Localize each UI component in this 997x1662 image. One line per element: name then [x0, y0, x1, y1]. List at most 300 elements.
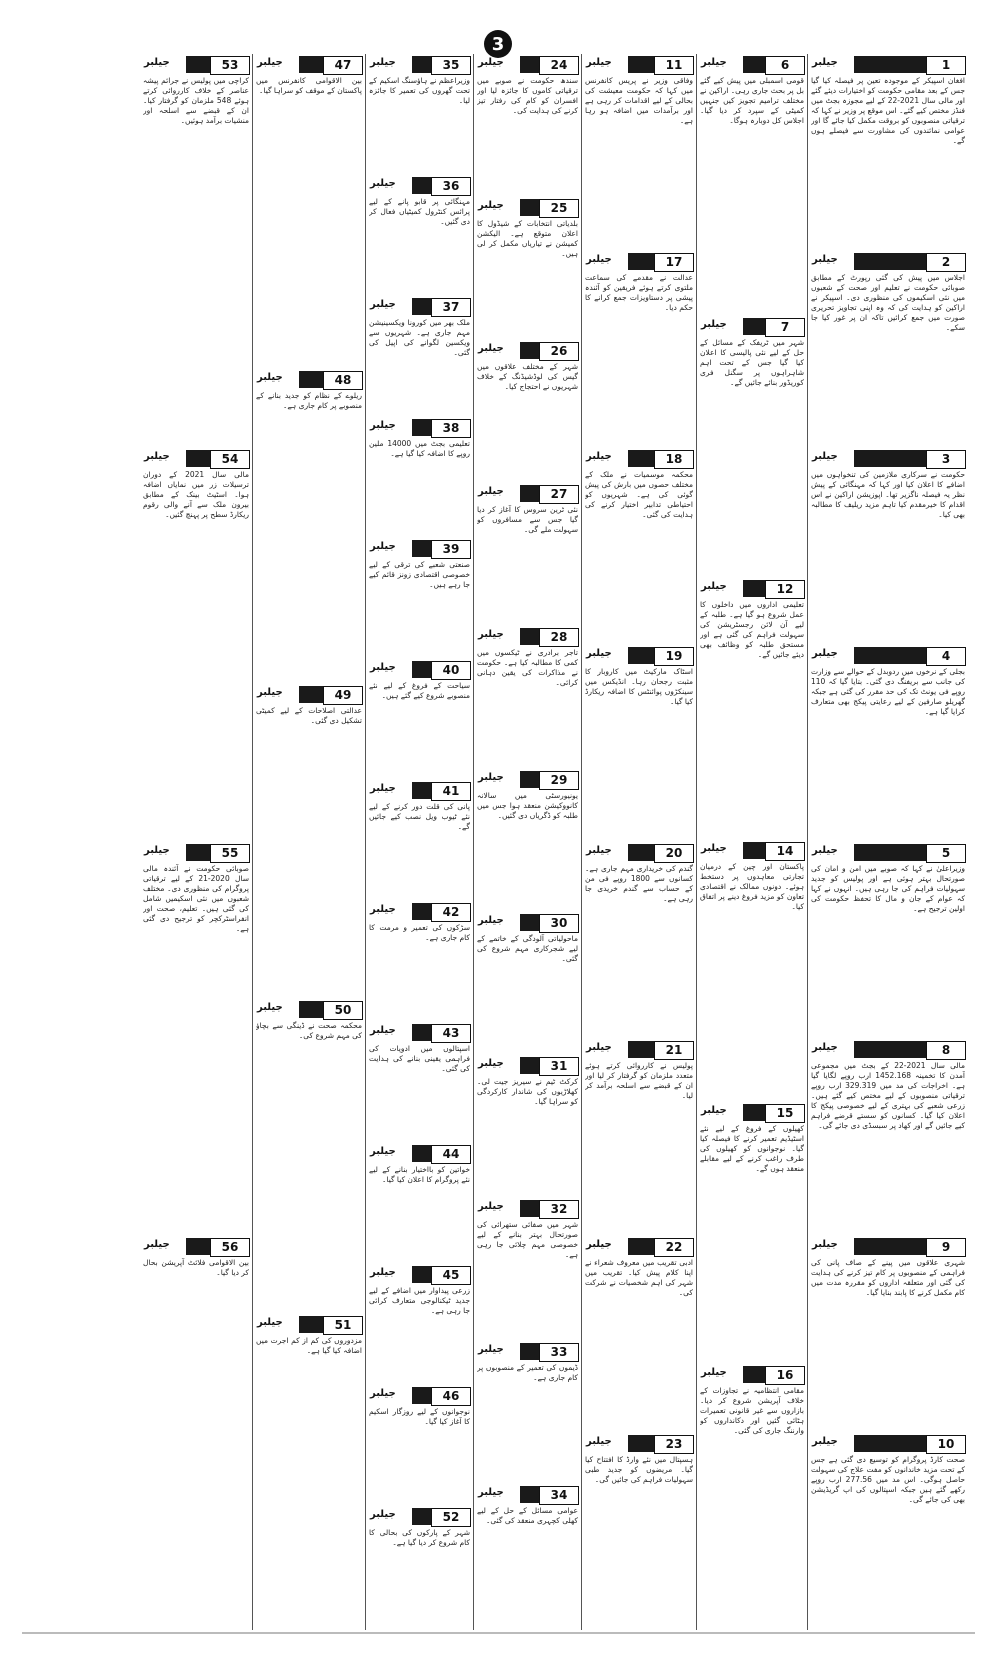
- item-text: کراچی میں پولیس نے جرائم پیشہ عناصر کے خلاف کارروائی کرتے ہوئے 548 ملزمان کو گرفتار کیا۔ ان کے قبضے سے اسلحہ اور منشیات برآمد ہوئیں۔: [143, 76, 249, 125]
- news-item: [582, 1236, 696, 1429]
- item-text: شہر میں ٹریفک کے مسائل کے حل کے لیے نئی پالیسی کا اعلان کیا گیا جس کے تحت اہم شاہراہوں پر سگنل فری کوریڈور بنائے جائیں گے۔: [700, 338, 804, 387]
- item-text: اسپتالوں میں ادویات کی فراہمی یقینی بنانے کی ہدایت کی گئی۔: [369, 1044, 470, 1073]
- header-bar: [628, 1435, 654, 1452]
- news-item: [140, 54, 252, 444]
- item-text: مالی سال 2021-22 کے بجٹ میں مجموعی آمدن کا تخمینہ 1452.168 ارب روپے لگایا گیا ہے۔ اخراجات کی مد میں 329.319 ارب روپے ترقیاتی منصوبوں کے لیے مختص کیے گئے ہیں۔ زرعی شعبے کی بہتری کے لیے خصوصی پیکج کا اعلان کیا گیا۔ کسانوں کو سستے قرضے فراہم کیے جائیں گے اور کھاد پر سبسڈی دی جائے گی۔: [811, 1061, 965, 1130]
- news-item: [474, 1341, 581, 1480]
- news-item: [140, 842, 252, 1232]
- item-header: [584, 450, 694, 467]
- header-label: جیلبر: [144, 57, 170, 68]
- header-label: جیلبر: [586, 845, 612, 856]
- item-header: [255, 1001, 363, 1018]
- item-text: مقامی انتظامیہ نے تجاوزات کے خلاف آپریشن شروع کر دیا۔ بازاروں سے غیر قانونی تعمیرات ہٹائی گئیں اور دکانداروں کو وارننگ جاری کی گئی۔: [700, 1386, 804, 1435]
- header-label: جیلبر: [370, 1025, 396, 1036]
- header-label: جیلبر: [812, 1436, 838, 1447]
- item-header: [584, 1238, 694, 1255]
- header-label: جیلبر: [586, 57, 612, 68]
- item-number: 33: [539, 1343, 579, 1362]
- news-item: [808, 251, 968, 444]
- item-number: 4: [926, 647, 966, 666]
- item-number: 46: [431, 1387, 471, 1406]
- item-number: 42: [431, 903, 471, 922]
- header-label: جیلبر: [370, 1267, 396, 1278]
- header-label: جیلبر: [478, 1487, 504, 1498]
- item-number: 38: [431, 419, 471, 438]
- news-item: [474, 197, 581, 336]
- item-header: [584, 647, 694, 664]
- item-header: [810, 1041, 966, 1058]
- item-text: سندھ حکومت نے صوبے میں ترقیاتی کاموں کا جائزہ لیا اور افسران کو کام کی رفتار تیز کرنے کی ہدایت کی۔: [477, 76, 578, 115]
- item-header: [368, 1145, 471, 1162]
- header-bar: [520, 771, 539, 788]
- item-text: ہسپتال میں نئے وارڈ کا افتتاح کیا گیا۔ مریضوں کو جدید طبی سہولیات فراہم کی جائیں گی۔: [585, 1455, 693, 1484]
- item-header: [584, 844, 694, 861]
- item-text: پولیس نے کارروائی کرتے ہوئے متعدد ملزمان کو گرفتار کر لیا اور ان کے قبضے سے اسلحہ برآمد کر لیا۔: [585, 1061, 693, 1100]
- item-number: 23: [654, 1435, 694, 1454]
- item-text: بجلی کے نرخوں میں ردوبدل کے حوالے سے وزارت کی جانب سے بریفنگ دی گئی۔ بتایا گیا کہ 110 روپے فی یونٹ تک کی حد مقرر کی گئی ہے جبکہ گھریلو صارفین کے لیے رعایتی پیکج بھی متعارف کرایا گیا ہے۔: [811, 667, 965, 716]
- header-label: جیلبر: [701, 1105, 727, 1116]
- item-number: 36: [431, 177, 471, 196]
- item-text: زرعی پیداوار میں اضافے کے لیے جدید ٹیکنالوجی متعارف کرائی جا رہی ہے۔: [369, 1286, 470, 1315]
- header-bar: [520, 1200, 539, 1217]
- item-header: [584, 1041, 694, 1058]
- item-text: ریلوے کے نظام کو جدید بنانے کے منصوبے پر کام جاری ہے۔: [256, 391, 362, 410]
- news-column: [140, 54, 252, 1630]
- item-header: [476, 1486, 579, 1503]
- header-bar: [186, 450, 210, 467]
- item-number: 43: [431, 1024, 471, 1043]
- item-header: [699, 56, 805, 73]
- item-number: 31: [539, 1057, 579, 1076]
- header-bar: [412, 540, 431, 557]
- item-number: 14: [765, 842, 805, 861]
- item-header: [368, 661, 471, 678]
- item-number: 47: [323, 56, 363, 75]
- item-text: افغان اسپیکر کے موجودہ تعین پر فیصلہ کیا گیا جس کے بعد مقامی حکومت کو اختیارات دیئے گئے اور مالی سال 2021-22 کے لیے مجوزہ بجٹ میں فنڈز مختص کیے گئے۔ اس موقع پر وزیر نے کہا کہ ترقیاتی منصوبوں کو بروقت مکمل کیا جائے گا اور عوامی نمائندوں کی مشاورت سے فیصلے ہوں گے۔: [811, 76, 965, 145]
- header-bar: [299, 371, 323, 388]
- item-number: 41: [431, 782, 471, 801]
- header-label: جیلبر: [370, 1146, 396, 1157]
- header-label: جیلبر: [370, 178, 396, 189]
- item-number: 25: [539, 199, 579, 218]
- header-label: جیلبر: [478, 629, 504, 640]
- item-header: [255, 686, 363, 703]
- item-header: [368, 56, 471, 73]
- header-bar: [299, 1316, 323, 1333]
- header-bar: [743, 580, 765, 597]
- item-number: 12: [765, 580, 805, 599]
- header-label: جیلبر: [586, 451, 612, 462]
- item-number: 1: [926, 56, 966, 75]
- header-bar: [520, 56, 539, 73]
- news-item: [808, 1433, 968, 1626]
- item-number: 5: [926, 844, 966, 863]
- header-bar: [520, 628, 539, 645]
- header-label: جیلبر: [701, 843, 727, 854]
- header-label: جیلبر: [478, 772, 504, 783]
- header-bar: [299, 56, 323, 73]
- item-number: 45: [431, 1266, 471, 1285]
- item-header: [699, 842, 805, 859]
- header-label: جیلبر: [812, 254, 838, 265]
- header-label: جیلبر: [144, 451, 170, 462]
- item-text: ملک بھر میں کورونا ویکسینیشن مہم جاری ہے۔ شہریوں سے ویکسین لگوانے کی اپیل کی گئی۔: [369, 318, 470, 357]
- header-bar: [854, 1238, 926, 1255]
- item-number: 7: [765, 318, 805, 337]
- news-item: [808, 842, 968, 1035]
- item-header: [476, 1343, 579, 1360]
- news-column: [808, 54, 968, 1630]
- news-item: [697, 1364, 807, 1622]
- news-column: [474, 54, 581, 1630]
- item-header: [476, 771, 579, 788]
- item-number: 32: [539, 1200, 579, 1219]
- item-text: وزیراعظم نے ہاؤسنگ اسکیم کے تحت گھروں کی تعمیر کا جائزہ لیا۔: [369, 76, 470, 105]
- column-rule: [581, 54, 582, 1630]
- column-rule: [473, 54, 474, 1630]
- header-label: جیلبر: [370, 420, 396, 431]
- item-text: یونیورسٹی میں سالانہ کانووکیشن منعقد ہوا جس میں طلبہ کو ڈگریاں دی گئیں۔: [477, 791, 578, 820]
- header-label: جیلبر: [812, 1042, 838, 1053]
- header-bar: [854, 450, 926, 467]
- column-rule: [696, 54, 697, 1630]
- item-number: 50: [323, 1001, 363, 1020]
- column-rule: [252, 54, 253, 1630]
- header-bar: [299, 1001, 323, 1018]
- header-bar: [412, 56, 431, 73]
- news-item: [474, 340, 581, 479]
- header-bar: [299, 686, 323, 703]
- item-text: تعلیمی اداروں میں داخلوں کا عمل شروع ہو گیا ہے۔ طلبہ کے لیے آن لائن رجسٹریشن کی سہولت فراہم کی گئی ہے اور مستحق طلبہ کو وظائف بھی دیئے جائیں گے۔: [700, 600, 804, 659]
- item-header: [584, 56, 694, 73]
- item-number: 56: [210, 1238, 250, 1257]
- item-number: 15: [765, 1104, 805, 1123]
- item-text: محکمہ موسمیات نے ملک کے مختلف حصوں میں بارش کی پیش گوئی کی ہے۔ شہریوں کو احتیاطی تدابیر اختیار کرنے کی ہدایت کی گئی۔: [585, 470, 693, 519]
- item-number: 16: [765, 1366, 805, 1385]
- header-label: جیلبر: [370, 541, 396, 552]
- item-text: وفاقی وزیر نے پریس کانفرنس میں کہا کہ حکومت معیشت کی بحالی کے لیے اقدامات کر رہی ہے اور برآمدات میں اضافہ ہو رہا ہے۔: [585, 76, 693, 125]
- header-label: جیلبر: [812, 57, 838, 68]
- header-label: جیلبر: [478, 57, 504, 68]
- header-bar: [628, 450, 654, 467]
- header-bar: [743, 318, 765, 335]
- header-label: جیلبر: [701, 319, 727, 330]
- item-header: [476, 199, 579, 216]
- item-text: اسٹاک مارکیٹ میں کاروبار کا مثبت رجحان رہا۔ انڈیکس میں سینکڑوں پوائنٹس کا اضافہ ریکارڈ کیا گیا۔: [585, 667, 693, 706]
- item-text: بین الاقوامی کانفرنس میں پاکستان کے موقف کو سراہا گیا۔: [256, 76, 362, 95]
- item-header: [142, 1238, 250, 1255]
- header-label: جیلبر: [586, 1436, 612, 1447]
- item-header: [810, 1435, 966, 1452]
- header-label: جیلبر: [257, 687, 283, 698]
- header-label: جیلبر: [478, 200, 504, 211]
- header-label: جیلبر: [370, 1388, 396, 1399]
- column-rule: [365, 54, 366, 1630]
- item-header: [476, 56, 579, 73]
- header-bar: [854, 647, 926, 664]
- header-label: جیلبر: [478, 1201, 504, 1212]
- item-header: [255, 1316, 363, 1333]
- item-text: عدالتی اصلاحات کے لیے کمیٹی تشکیل دی گئی۔: [256, 706, 362, 725]
- header-label: جیلبر: [370, 57, 396, 68]
- item-text: شہر میں صفائی ستھرائی کی صورتحال بہتر بنانے کے لیے خصوصی مہم چلائی جا رہی ہے۔: [477, 1220, 578, 1259]
- header-bar: [628, 1041, 654, 1058]
- header-bar: [628, 844, 654, 861]
- header-label: جیلبر: [257, 1317, 283, 1328]
- item-text: ماحولیاتی آلودگی کے خاتمے کے لیے شجرکاری مہم شروع کی گئی۔: [477, 934, 578, 963]
- header-label: جیلبر: [144, 1239, 170, 1250]
- bottom-rule: [22, 1632, 975, 1634]
- header-bar: [412, 1266, 431, 1283]
- header-bar: [412, 1508, 431, 1525]
- item-number: 17: [654, 253, 694, 272]
- item-header: [142, 844, 250, 861]
- item-header: [810, 253, 966, 270]
- news-item: [366, 417, 473, 534]
- header-label: جیلبر: [370, 904, 396, 915]
- news-item: [366, 1022, 473, 1139]
- item-text: مالی سال 2021 کے دوران ترسیلات زر میں نمایاں اضافہ ہوا۔ اسٹیٹ بینک کے مطابق بیرون ملک سے آنے والی رقوم ریکارڈ سطح پر پہنچ گئیں۔: [143, 470, 249, 519]
- news-item: [582, 645, 696, 838]
- header-label: جیلبر: [257, 57, 283, 68]
- item-number: 35: [431, 56, 471, 75]
- header-bar: [412, 298, 431, 315]
- item-text: سیاحت کے فروغ کے لیے نئے منصوبے شروع کیے گئے ہیں۔: [369, 681, 470, 700]
- header-label: جیلبر: [812, 1239, 838, 1250]
- item-number: 29: [539, 771, 579, 790]
- news-item: [366, 538, 473, 655]
- item-text: کرکٹ ٹیم نے سیریز جیت لی۔ کھلاڑیوں کی شاندار کارکردگی کو سراہا گیا۔: [477, 1077, 578, 1106]
- item-text: شہر کے مختلف علاقوں میں گیس کی لوڈشیڈنگ کے خلاف شہریوں نے احتجاج کیا۔: [477, 362, 578, 391]
- header-bar: [520, 914, 539, 931]
- item-number: 53: [210, 56, 250, 75]
- header-label: جیلبر: [478, 1058, 504, 1069]
- news-item: [582, 448, 696, 641]
- news-item: [366, 780, 473, 897]
- item-text: نئی ٹرین سروس کا آغاز کر دیا گیا جس سے مسافروں کو سہولت ملے گی۔: [477, 505, 578, 534]
- item-header: [699, 1366, 805, 1383]
- header-label: جیلبر: [586, 254, 612, 265]
- news-item: [366, 175, 473, 292]
- item-number: 11: [654, 56, 694, 75]
- news-item: [253, 369, 365, 680]
- item-header: [699, 318, 805, 335]
- item-text: کھیلوں کے فروغ کے لیے نئے اسٹیڈیم تعمیر کرنے کا فیصلہ کیا گیا۔ نوجوانوں کو کھیلوں کی طرف راغب کرنے کے لیے مقابلے منعقد ہوں گے۔: [700, 1124, 804, 1173]
- header-bar: [854, 253, 926, 270]
- item-text: پانی کی قلت دور کرنے کے لیے نئے ٹیوب ویل نصب کیے جائیں گے۔: [369, 802, 470, 831]
- header-bar: [628, 56, 654, 73]
- item-text: گندم کی خریداری مہم جاری ہے۔ کسانوں سے 1800 روپے فی من کے حساب سے گندم خریدی جا رہی ہے۔: [585, 864, 693, 903]
- item-number: 19: [654, 647, 694, 666]
- item-text: تعلیمی بجٹ میں 14000 ملین روپے کا اضافہ کیا گیا ہے۔: [369, 439, 470, 458]
- header-label: جیلبر: [478, 1344, 504, 1355]
- news-item: [582, 842, 696, 1035]
- news-item: [474, 912, 581, 1051]
- item-number: 44: [431, 1145, 471, 1164]
- header-label: جیلبر: [586, 648, 612, 659]
- item-header: [368, 782, 471, 799]
- item-text: شہری علاقوں میں پینے کے صاف پانی کی فراہمی کے منصوبوں پر کام تیز کرنے کی ہدایت کی گئی اور متعلقہ اداروں کو مقررہ مدت میں کام مکمل کرنے کا پابند بنایا گیا۔: [811, 1258, 965, 1297]
- header-label: جیلبر: [370, 662, 396, 673]
- news-item: [474, 54, 581, 193]
- news-item: [808, 1236, 968, 1429]
- item-header: [142, 450, 250, 467]
- header-bar: [412, 419, 431, 436]
- item-text: بین الاقوامی فلائٹ آپریشن بحال کر دیا گیا۔: [143, 1258, 249, 1277]
- item-header: [368, 903, 471, 920]
- header-bar: [854, 1435, 926, 1452]
- header-bar: [743, 1366, 765, 1383]
- item-text: پاکستان اور چین کے درمیان تجارتی معاہدوں پر دستخط ہوئے۔ دونوں ممالک نے اقتصادی تعاون کو مزید فروغ دینے پر اتفاق کیا۔: [700, 862, 804, 911]
- page-number: 3: [484, 30, 512, 58]
- header-label: جیلبر: [701, 1367, 727, 1378]
- news-item: [474, 1484, 581, 1623]
- item-number: 37: [431, 298, 471, 317]
- item-header: [476, 342, 579, 359]
- item-header: [368, 1508, 471, 1525]
- header-bar: [520, 199, 539, 216]
- item-header: [255, 56, 363, 73]
- item-number: 34: [539, 1486, 579, 1505]
- news-item: [697, 1102, 807, 1360]
- item-text: عوامی مسائل کے حل کے لیے کھلی کچہری منعقد کی گئی۔: [477, 1506, 578, 1525]
- item-text: ڈیموں کی تعمیر کے منصوبوں پر کام جاری ہے۔: [477, 1363, 578, 1382]
- news-item: [366, 296, 473, 413]
- item-text: شہر کے پارکوں کی بحالی کا کام شروع کر دیا گیا ہے۔: [369, 1528, 470, 1547]
- news-item: [253, 1314, 365, 1625]
- item-number: 55: [210, 844, 250, 863]
- item-number: 10: [926, 1435, 966, 1454]
- news-item: [366, 659, 473, 776]
- header-bar: [186, 844, 210, 861]
- item-text: سڑکوں کی تعمیر و مرمت کا کام جاری ہے۔: [369, 923, 470, 942]
- item-number: 8: [926, 1041, 966, 1060]
- item-header: [255, 371, 363, 388]
- item-text: حکومت نے سرکاری ملازمین کی تنخواہوں میں اضافے کا اعلان کیا اور کہا کہ مہنگائی کے پیش نظر یہ فیصلہ ناگزیر تھا۔ اپوزیشن اراکین نے اس اقدام کا خیرمقدم کیا تاہم مزید ریلیف کا مطالبہ بھی کیا۔: [811, 470, 965, 519]
- item-header: [699, 580, 805, 597]
- header-label: جیلبر: [144, 845, 170, 856]
- item-text: مزدوروں کی کم از کم اجرت میں اضافہ کیا گیا ہے۔: [256, 1336, 362, 1355]
- item-number: 39: [431, 540, 471, 559]
- news-item: [808, 645, 968, 838]
- header-label: جیلبر: [812, 845, 838, 856]
- item-number: 27: [539, 485, 579, 504]
- item-text: مہنگائی پر قابو پانے کے لیے پرائس کنٹرول کمیٹیاں فعال کر دی گئیں۔: [369, 197, 470, 226]
- item-header: [476, 1200, 579, 1217]
- header-bar: [854, 56, 926, 73]
- header-label: جیلبر: [478, 486, 504, 497]
- item-header: [368, 298, 471, 315]
- item-header: [368, 1024, 471, 1041]
- news-item: [474, 483, 581, 622]
- item-header: [810, 647, 966, 664]
- header-label: جیلبر: [701, 581, 727, 592]
- item-number: 3: [926, 450, 966, 469]
- item-header: [368, 419, 471, 436]
- item-header: [476, 1057, 579, 1074]
- header-bar: [520, 1057, 539, 1074]
- item-number: 52: [431, 1508, 471, 1527]
- news-item: [582, 1433, 696, 1626]
- item-number: 6: [765, 56, 805, 75]
- news-item: [253, 999, 365, 1310]
- header-bar: [743, 842, 765, 859]
- header-bar: [520, 1343, 539, 1360]
- news-item: [366, 1506, 473, 1623]
- header-label: جیلبر: [370, 783, 396, 794]
- header-label: جیلبر: [812, 648, 838, 659]
- header-label: جیلبر: [257, 1002, 283, 1013]
- news-item: [474, 1198, 581, 1337]
- item-header: [368, 177, 471, 194]
- header-bar: [412, 661, 431, 678]
- header-bar: [854, 1041, 926, 1058]
- header-label: جیلبر: [586, 1042, 612, 1053]
- news-item: [808, 54, 968, 247]
- item-text: اجلاس میں پیش کی گئی رپورٹ کے مطابق صوبائی حکومت نے تعلیم اور صحت کے شعبوں میں نئی اسکیموں کی منظوری دی۔ اسپیکر نے اراکین کو ہدایت کی کہ وہ اپنی تجاویز تحریری صورت میں جمع کرائیں تاکہ ان پر غور کیا جا سکے۔: [811, 273, 965, 332]
- header-label: جیلبر: [478, 915, 504, 926]
- item-header: [368, 1387, 471, 1404]
- item-number: 28: [539, 628, 579, 647]
- item-text: نوجوانوں کے لیے روزگار اسکیم کا آغاز کیا گیا۔: [369, 1407, 470, 1426]
- header-bar: [520, 485, 539, 502]
- item-number: 22: [654, 1238, 694, 1257]
- item-number: 26: [539, 342, 579, 361]
- item-text: بلدیاتی انتخابات کے شیڈول کا اعلان متوقع ہے۔ الیکشن کمیشن نے تیاریاں مکمل کر لی ہیں۔: [477, 219, 578, 258]
- item-number: 48: [323, 371, 363, 390]
- news-item: [697, 578, 807, 836]
- item-header: [699, 1104, 805, 1121]
- news-item: [366, 901, 473, 1018]
- news-item: [253, 54, 365, 365]
- item-number: 20: [654, 844, 694, 863]
- news-item: [474, 769, 581, 908]
- item-number: 24: [539, 56, 579, 75]
- item-text: صحت کارڈ پروگرام کو توسیع دی گئی ہے جس کے تحت مزید خاندانوں کو مفت علاج کی سہولت حاصل ہوگی۔ اس مد میں 277.56 ارب روپے رکھے گئے ہیں جبکہ اسپتالوں کی اپ گریڈیشن بھی کی جائے گی۔: [811, 1455, 965, 1504]
- header-bar: [186, 1238, 210, 1255]
- news-item: [808, 448, 968, 641]
- item-header: [584, 253, 694, 270]
- news-column: [582, 54, 696, 1630]
- header-bar: [412, 782, 431, 799]
- header-label: جیلبر: [586, 1239, 612, 1250]
- news-item: [140, 1236, 252, 1626]
- news-item: [366, 54, 473, 171]
- item-number: 51: [323, 1316, 363, 1335]
- news-item: [366, 1143, 473, 1260]
- news-item: [808, 1039, 968, 1232]
- item-text: خواتین کو بااختیار بنانے کے لیے نئے پروگرام کا اعلان کیا گیا۔: [369, 1165, 470, 1184]
- item-text: تاجر برادری نے ٹیکسوں میں کمی کا مطالبہ کیا ہے۔ حکومت نے مذاکرات کی یقین دہانی کرائی۔: [477, 648, 578, 687]
- header-bar: [412, 177, 431, 194]
- news-item: [474, 1055, 581, 1194]
- item-text: قومی اسمبلی میں پیش کیے گئے بل پر بحث جاری رہی۔ اراکین نے مختلف ترامیم تجویز کیں جنہیں کمیٹی کے سپرد کر دیا گیا۔ اجلاس کل دوبارہ ہوگا۔: [700, 76, 804, 125]
- item-header: [810, 56, 966, 73]
- item-number: 30: [539, 914, 579, 933]
- header-bar: [520, 1486, 539, 1503]
- item-number: 54: [210, 450, 250, 469]
- news-item: [582, 251, 696, 444]
- news-item: [697, 316, 807, 574]
- item-header: [810, 450, 966, 467]
- header-label: جیلبر: [257, 372, 283, 383]
- header-bar: [186, 56, 210, 73]
- item-header: [476, 628, 579, 645]
- item-header: [476, 485, 579, 502]
- item-header: [142, 56, 250, 73]
- header-label: جیلبر: [701, 57, 727, 68]
- item-text: وزیراعلیٰ نے کہا کہ صوبے میں امن و امان کی صورتحال بہتر ہوئی ہے اور پولیس کو جدید سہولیات فراہم کی جا رہی ہیں۔ انہوں نے کہا کہ عوام کے جان و مال کا تحفظ حکومت کی اولین ترجیح ہے۔: [811, 864, 965, 913]
